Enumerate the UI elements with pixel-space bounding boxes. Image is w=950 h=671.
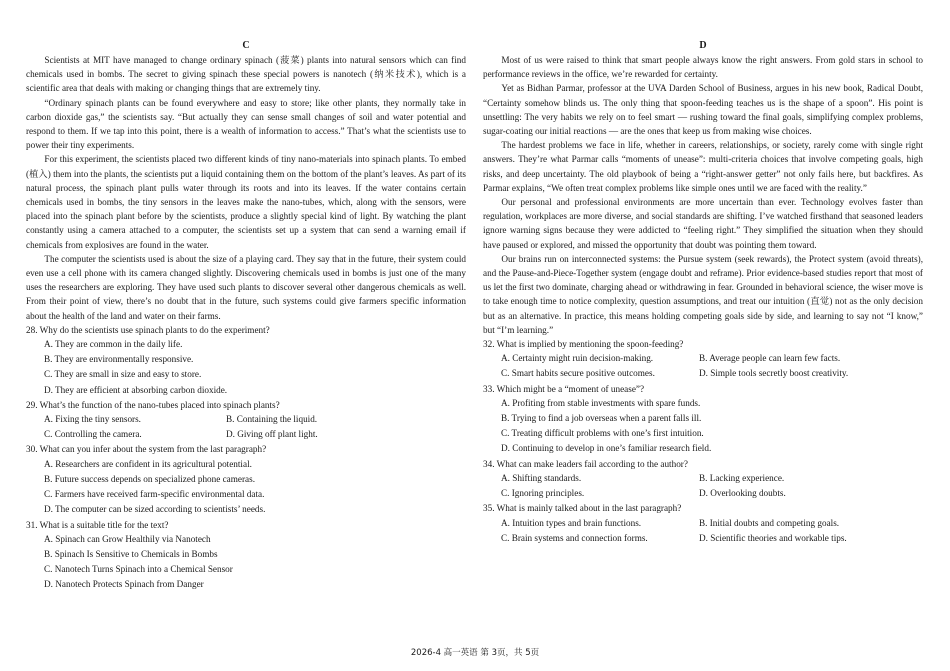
passage-c	[26, 40, 466, 593]
question-33	[483, 382, 923, 457]
question-31	[26, 518, 466, 593]
question-34-option-d: D. Overlooking doubts.	[699, 488, 786, 499]
question-31-option-c: C. Nanotech Turns Spinach into a Chemical Sensor	[44, 564, 233, 575]
question-30-option-b: B. Future success depends on specialized phone cameras.	[44, 473, 255, 484]
question-33-option-c: C. Treating difficult problems with one’s first intuition.	[501, 428, 704, 439]
passage-d-paragraph-4: Our personal and professional environments are more uncertain than ever. Technology evolves faster than regulation, workplaces are more diverse, and social standards are shifting. I’ve watched firsthand that seasoned leaders ignore warning signs because they were addicted to “feeling right.” They simplified the situation when they should have paused or explored, and missed the opportunity that doubt was pointing them toward.	[483, 197, 923, 250]
passage-d-paragraph-2: Yet as Bidhan Parmar, professor at the UVA Darden School of Business, argues in his new book, Radical Doubt, “Certainty somehow blinds us. The only thing that spoon-feeding teaches us is the shape of a spoon”. His point is unsettling: The very habits we rely on to feel smart — rushing toward the final goals, simplifying complex problems, sugar-coating our initial reactions — are the ones that keep us from making wise choices.	[483, 83, 923, 137]
passage-d-heading: D	[699, 40, 707, 51]
question-35-option-d: D. Scientific theories and workable tips.	[699, 532, 847, 543]
question-34-option-c: C. Ignoring principles.	[501, 488, 585, 499]
question-29-option-c: C. Controlling the camera.	[44, 429, 142, 440]
question-30-option-d: D. The computer can be sized according to scientists’ needs.	[44, 504, 266, 515]
question-34-option-a: A. Shifting standards.	[501, 472, 582, 483]
passage-c-paragraph-3: For this experiment, the scientists placed two different kinds of tiny nano-materials into spinach plants. To embed (植入) them into the plants, the scientists put a liquid containing them on the bottom of the plant’s leaves. As part of its natural process, the spinach plant pulls water through its roots and into its leaves. If the water contains certain chemicals used in bombs, the tiny sensors in the leaves make the nano-tubes, which, along with the sensors, were placed into the spinach plant before by the scientists, produce a slightly special kind of light. By watching the plant constantly using a camera attached to a computer, the scientists set up a system that can send a warning email if chemicals from explosives are found in the water.	[26, 154, 466, 250]
question-33-stem: 33. Which might be a “moment of unease”?	[483, 383, 645, 394]
question-28	[26, 323, 466, 398]
question-30-option-c: C. Farmers have received farm-specific environmental data.	[44, 489, 265, 500]
passage-d	[483, 40, 923, 546]
question-33-option-a: A. Profiting from stable investments with spare funds.	[501, 397, 701, 408]
question-32-option-a: A. Certainty might ruin decision-making.	[501, 353, 654, 364]
question-28-stem: 28. Why do the scientists use spinach plants to do the experiment?	[26, 324, 270, 335]
question-28-option-c: C. They are small in size and easy to store.	[44, 369, 202, 380]
page-footer: 2026-4 高一英语 第 3页，共 5页	[410, 648, 540, 658]
passage-d-paragraph-1: Most of us were raised to think that smart people always know the right answers. From gold stars in school to performance reviews in the office, we’re rewarded for certainty.	[483, 55, 923, 80]
question-29-option-a: A. Fixing the tiny sensors.	[44, 414, 141, 425]
question-29-option-d: D. Giving off plant light.	[226, 429, 318, 440]
passage-c-paragraph-2: “Ordinary spinach plants can be found everywhere and easy to store; like other plants, they normally take in carbon dioxide gas,” the scientists say. “But actually they can sense small changes of soil and water potential and respond to them. If we tap into this point, there is a wealth of information to access.” That’s what the scientists use to power their tiny experiments.	[26, 97, 466, 151]
question-30-option-a: A. Researchers are confident in its agricultural potential.	[44, 458, 252, 469]
question-30	[26, 442, 466, 517]
question-34-option-b: B. Lacking experience.	[699, 472, 785, 483]
question-29-option-b: B. Containing the liquid.	[226, 414, 318, 425]
question-32-option-b: B. Average people can learn few facts.	[699, 353, 841, 364]
passage-c-paragraph-4: The computer the scientists used is about the size of a playing card. They say that in the future, their system could even use a cell phone with its camera changed slightly. Discovering chemicals used in bombs is just one of the many uses the researchers are exploring. They have used such plants to discover several other dangerous chemicals as well. From their point of view, there’s no doubt that in the future, such systems could give farmers specific information about the health of the land and water on their farms.	[26, 253, 466, 321]
question-32	[483, 337, 923, 382]
question-29-stem: 29. What’s the function of the nano-tubes placed into spinach plants?	[26, 399, 280, 410]
question-32-stem: 32. What is implied by mentioning the spoon-feeding?	[483, 339, 684, 350]
question-31-option-d: D. Nanotech Protects Spinach from Danger	[44, 579, 204, 590]
passage-d-paragraph-3: The hardest problems we face in life, whether in careers, relationships, or society, rarely come with single right answers. They’re what Parmar calls “moments of unease”: multi-criteria choices that involve competing goals, high risks, and deep uncertainty. The old playbook of being a “right-answer getter” not only fails here, but backfires. As Parmar explains, “We often treat complex problems like simple ones until we are faced with the reality.”	[483, 140, 923, 193]
question-33-option-b: B. Trying to find a job overseas when a parent falls ill.	[501, 413, 702, 424]
passage-c-heading: C	[242, 40, 250, 51]
question-34	[483, 457, 923, 502]
question-28-option-a: A. They are common in the daily life.	[44, 339, 183, 350]
question-35	[483, 501, 923, 546]
question-31-option-a: A. Spinach can Grow Healthily via Nanotech	[44, 533, 211, 544]
question-32-option-c: C. Smart habits secure positive outcomes.	[501, 368, 655, 379]
question-32-option-d: D. Simple tools secretly boost creativity.	[699, 368, 849, 379]
passage-c-paragraph-1: Scientists at MIT have managed to change ordinary spinach (菠菜) plants into natural sensors which can find chemicals used in bombs. The secret to giving spinach these special powers is nanotech (纳米技术), which is a scientific area that deals with making or changing things that are extremely tiny.	[26, 55, 466, 94]
question-35-option-a: A. Intuition types and brain functions.	[501, 517, 642, 528]
question-29	[26, 398, 466, 443]
question-28-option-d: D. They are efficient at absorbing carbon dioxide.	[44, 384, 228, 395]
question-35-option-c: C. Brain systems and connection forms.	[501, 532, 648, 543]
question-31-stem: 31. What is a suitable title for the text?	[26, 519, 169, 530]
question-31-option-b: B. Spinach Is Sensitive to Chemicals in Bombs	[44, 548, 218, 559]
question-33-option-d: D. Continuing to develop in one’s familiar research field.	[501, 443, 712, 454]
question-35-stem: 35. What is mainly talked about in the last paragraph?	[483, 503, 682, 514]
question-28-option-b: B. They are environmentally responsive.	[44, 354, 194, 365]
question-35-option-b: B. Initial doubts and competing goals.	[699, 517, 840, 528]
question-30-stem: 30. What can you infer about the system from the last paragraph?	[26, 444, 267, 455]
question-34-stem: 34. What can make leaders fail according to the author?	[483, 458, 688, 469]
passage-d-paragraph-5: Our brains run on interconnected systems: the Pursue system (seek rewards), the Protect system (avoid threats), and the Pause-and-Piece-Together system (engage doubt and reframe). Prior evidence-based studies report that most of us let the first two dominate, charging ahead or withdrawing in fear. Grounded in behavioral science, the wiser move is to take enough time to notice complexity, question assumptions, and treat our intuition (直觉) not as the only decision but as an alternative. In practice, this means holding competing goals side by side, and learning to say not “I know,” but “I’m learning.”	[483, 253, 923, 335]
